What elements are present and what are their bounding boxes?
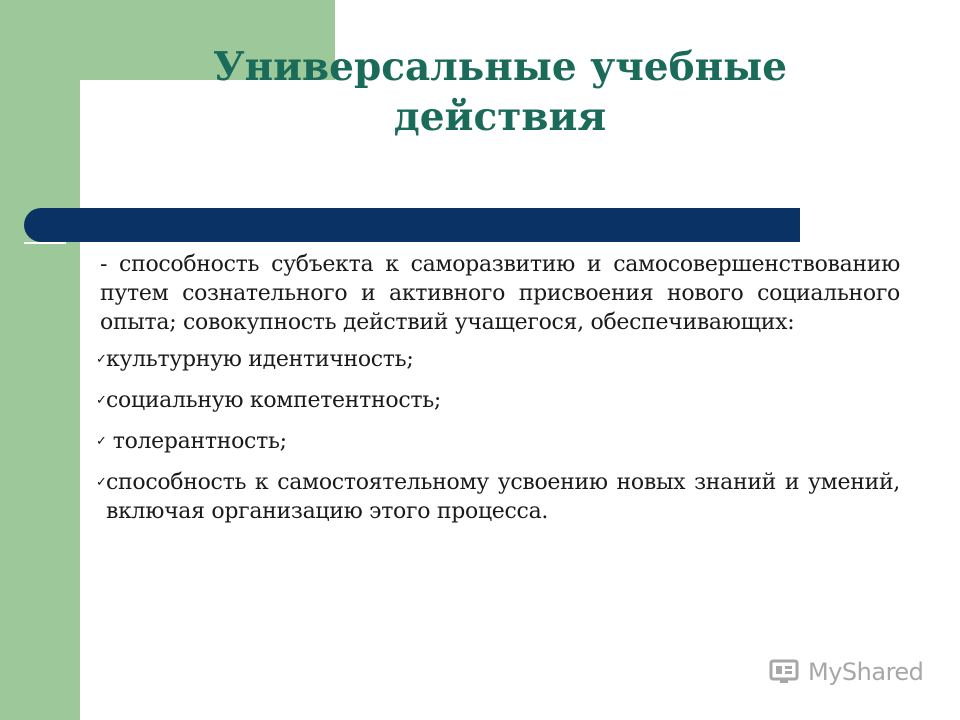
checkmark-icon: ✓ <box>96 434 107 449</box>
checkmark-icon: ✓ <box>96 393 107 408</box>
slide-title: Универсальные учебные действия <box>212 44 788 140</box>
title-divider-bar <box>24 208 800 242</box>
myshared-watermark <box>768 654 928 690</box>
list-item <box>96 468 900 526</box>
checkmark-icon: ✓ <box>96 475 107 490</box>
list-item-text: способность к самостоятельному усвоению новых знаний и умений, включая организацию этого процесса. <box>106 470 900 524</box>
myshared-logo-icon <box>768 657 802 687</box>
divider-notch <box>24 242 66 244</box>
slide-body <box>96 250 900 538</box>
list-item-text: социальную компетентность; <box>106 388 442 413</box>
green-side-band <box>0 0 80 720</box>
list-item <box>96 386 900 415</box>
list-item <box>96 345 900 374</box>
list-item-text: толерантность; <box>106 429 287 454</box>
list-item <box>96 427 900 456</box>
watermark-text: MyShared <box>808 658 924 686</box>
list-item-text: культурную идентичность; <box>106 347 414 372</box>
definition-text: - способность субъекта к саморазвитию и самосовершенствованию путем сознательного и активного присвоения нового социального опыта; совокупность действий учащегося, обеспечивающих: <box>100 252 900 335</box>
checkmark-icon: ✓ <box>96 352 107 367</box>
